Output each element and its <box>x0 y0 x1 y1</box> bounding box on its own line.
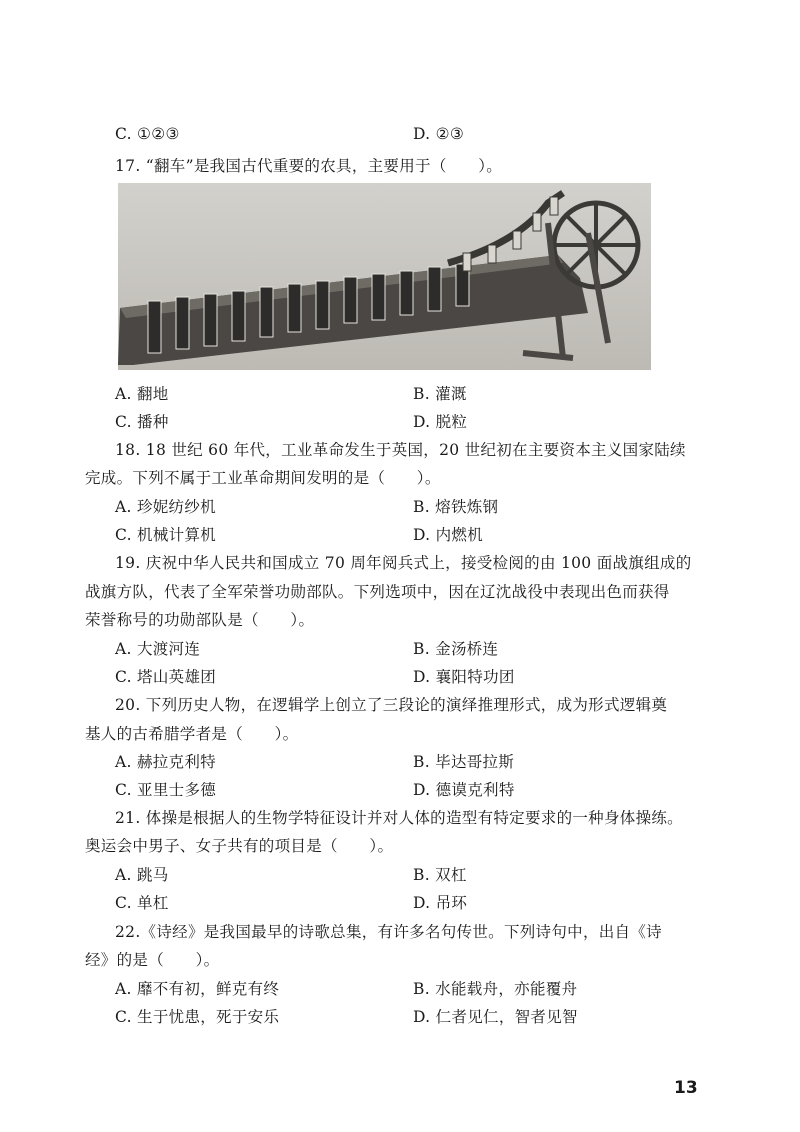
q16-option-d: D. ②③ <box>413 125 465 143</box>
q18-option-a: A. 珍妮纺纱机 <box>115 498 216 516</box>
q18-option-c: C. 机械计算机 <box>115 526 217 544</box>
q20-option-a: A. 赫拉克利特 <box>115 753 216 771</box>
q17-option-a: A. 翻地 <box>115 385 169 403</box>
q19-option-b: B. 金汤桥连 <box>413 640 499 658</box>
q21-option-d: D. 吊环 <box>413 894 468 912</box>
q17-option-b: B. 灌溉 <box>413 385 467 403</box>
fanche-illustration <box>118 183 651 370</box>
q19-option-c: C. 塔山英雄团 <box>115 668 217 686</box>
q16-option-c: C. ①②③ <box>115 125 180 143</box>
page-number: 13 <box>674 1078 698 1098</box>
q18-stem-line-1: 18. 18 世纪 60 年代，工业革命发生于英国，20 世纪初在主要资本主义国家陆续 <box>115 441 686 459</box>
q21-option-c: C. 单杠 <box>115 894 169 912</box>
q21-stem-line-2: 奥运会中男子、女子共有的项目是（ ）。 <box>85 837 394 855</box>
q21-option-a: A. 跳马 <box>115 866 169 884</box>
q22-option-b: B. 水能载舟，亦能覆舟 <box>413 980 578 998</box>
q18-stem-line-2: 完成。下列不属于工业革命期间发明的是（ ）。 <box>85 469 441 487</box>
q22-option-a: A. 靡不有初，鲜克有终 <box>115 980 280 998</box>
q20-stem-line-2: 基人的古希腊学者是（ ）。 <box>85 725 299 743</box>
q22-option-d: D. 仁者见仁，智者见智 <box>413 1008 578 1026</box>
q19-option-a: A. 大渡河连 <box>115 640 201 658</box>
q19-stem-line-1: 19. 庆祝中华人民共和国成立 70 周年阅兵式上，接受检阅的由 100 面战旗组成的 <box>115 554 692 572</box>
q17-stem: 17. “翻车”是我国古代重要的农具，主要用于（ ）。 <box>115 157 503 175</box>
q18-option-d: D. 内燃机 <box>413 526 484 544</box>
q19-stem-line-2: 战旗方队，代表了全军荣誉功勋部队。下列选项中，因在辽沈战役中表现出色而获得 <box>85 583 670 601</box>
fanche-photo <box>118 183 651 370</box>
q19-option-d: D. 襄阳特功团 <box>413 668 515 686</box>
q18-option-b: B. 熔铁炼钢 <box>413 498 499 516</box>
q22-stem-line-2: 经》的是（ ）。 <box>85 951 220 969</box>
q20-option-c: C. 亚里士多德 <box>115 781 217 799</box>
q20-stem-line-1: 20. 下列历史人物，在逻辑学上创立了三段论的演绎推理形式，成为形式逻辑奠 <box>115 696 668 714</box>
q19-stem-line-3: 荣誉称号的功勋部队是（ ）。 <box>85 611 315 629</box>
q21-option-b: B. 双杠 <box>413 866 467 884</box>
q20-option-d: D. 德谟克利特 <box>413 781 515 799</box>
q22-stem-line-1: 22.《诗经》是我国最早的诗歌总集，有许多名句传世。下列诗句中，出自《诗 <box>115 923 662 941</box>
q22-option-c: C. 生于忧患，死于安乐 <box>115 1008 280 1026</box>
q21-stem-line-1: 21. 体操是根据人的生物学特征设计并对人体的造型有特定要求的一种身体操练。 <box>115 809 683 827</box>
q17-option-c: C. 播种 <box>115 413 169 431</box>
q17-option-d: D. 脱粒 <box>413 413 468 431</box>
q20-option-b: B. 毕达哥拉斯 <box>413 753 515 771</box>
